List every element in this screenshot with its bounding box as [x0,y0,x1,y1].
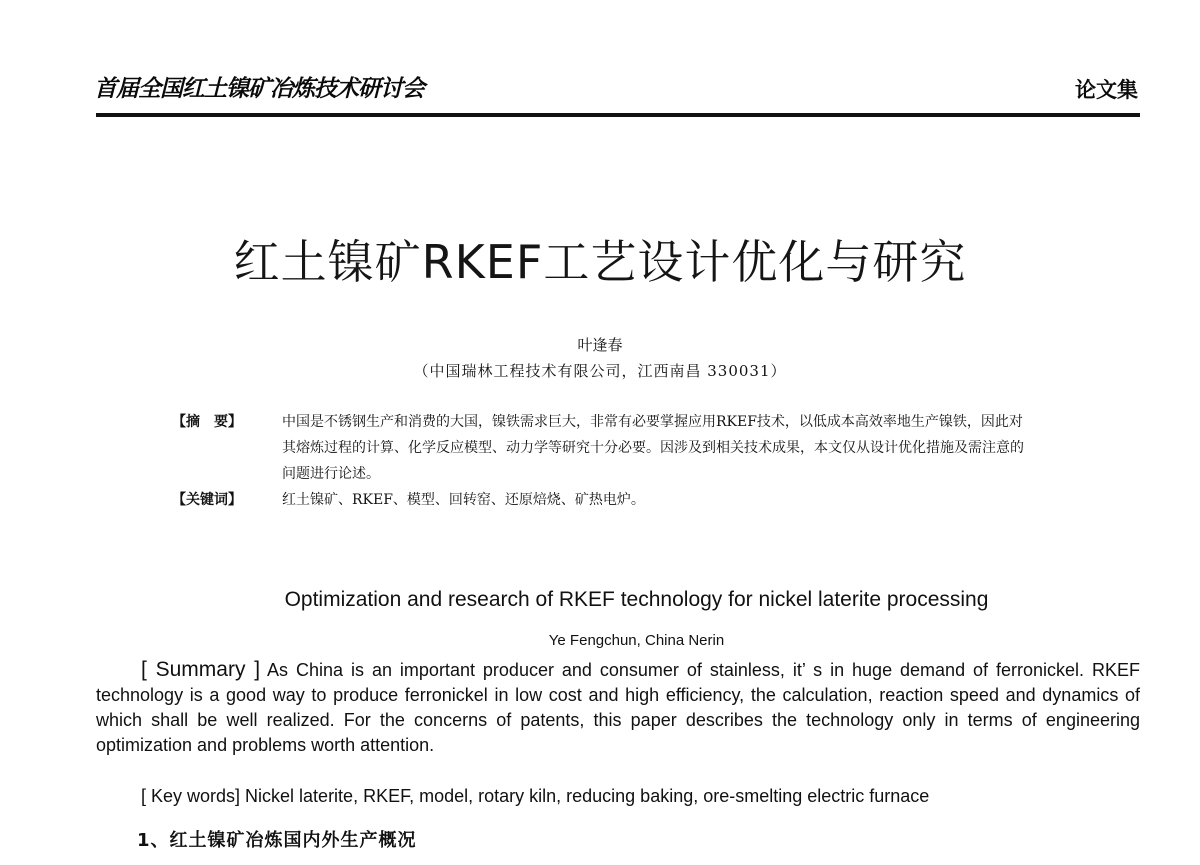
keywords-en: [ Key words] Nickel laterite, RKEF, model, rotary kiln, reducing baking, ore-smelting electric furnace [141,786,930,806]
summary-text-en: As China is an important producer and consumer of stainless, it’ s in huge demand of ferronickel. RKEF technology is a good way to produce ferronickel in low cost and high efficiency, the calculation, reaction speed and dynamics of which shall be well realized. For the concerns of patents, this paper describes the technology only in terms of engineering optimization and problems worth attention. [96,660,1140,755]
abstract-label-cn: 【摘 要】 [172,414,242,430]
collection-header: 论文集 [1075,78,1138,102]
keywords-row [172,487,1042,513]
conference-header: 首届全国红土镍矿冶炼技术研讨会 [94,76,424,102]
header-rule [96,113,1140,117]
paper-title-cn: 红土镍矿RKEF工艺设计优化与研究 [233,235,967,289]
author-en: Ye Fengchun, China Nerin [548,632,725,649]
abstract-row [172,409,1042,487]
paper-title-en: Optimization and research of RKEF technology for nickel laterite processing [284,588,989,611]
keywords-text-cn: 红土镍矿、RKEF、模型、回转窑、还原焙烧、矿热电炉。 [282,492,645,508]
summary-label-en: [ Summary ] [141,658,261,681]
author-cn: 叶逢春 [577,336,623,354]
affiliation-cn: （中国瑞林工程技术有限公司，江西南昌 330031） [413,362,787,380]
keywords-label-cn: 【关键词】 [172,492,242,508]
section-heading: 1、红土镍矿冶炼国内外生产概况 [137,830,417,851]
abstract-text-cn: 中国是不锈钢生产和消费的大国，镍铁需求巨大，非常有必要掌握应用RKEF技术，以低成本高效率地生产镍铁，因此对其熔炼过程的计算、化学反应模型、动力学等研究十分必要。因涉及到相关技术成果，本文仅从设计优化措施及需注意的问题进行论述。 [282,414,1024,482]
abstract-cn-block [172,409,1042,513]
summary-en [96,657,1140,758]
